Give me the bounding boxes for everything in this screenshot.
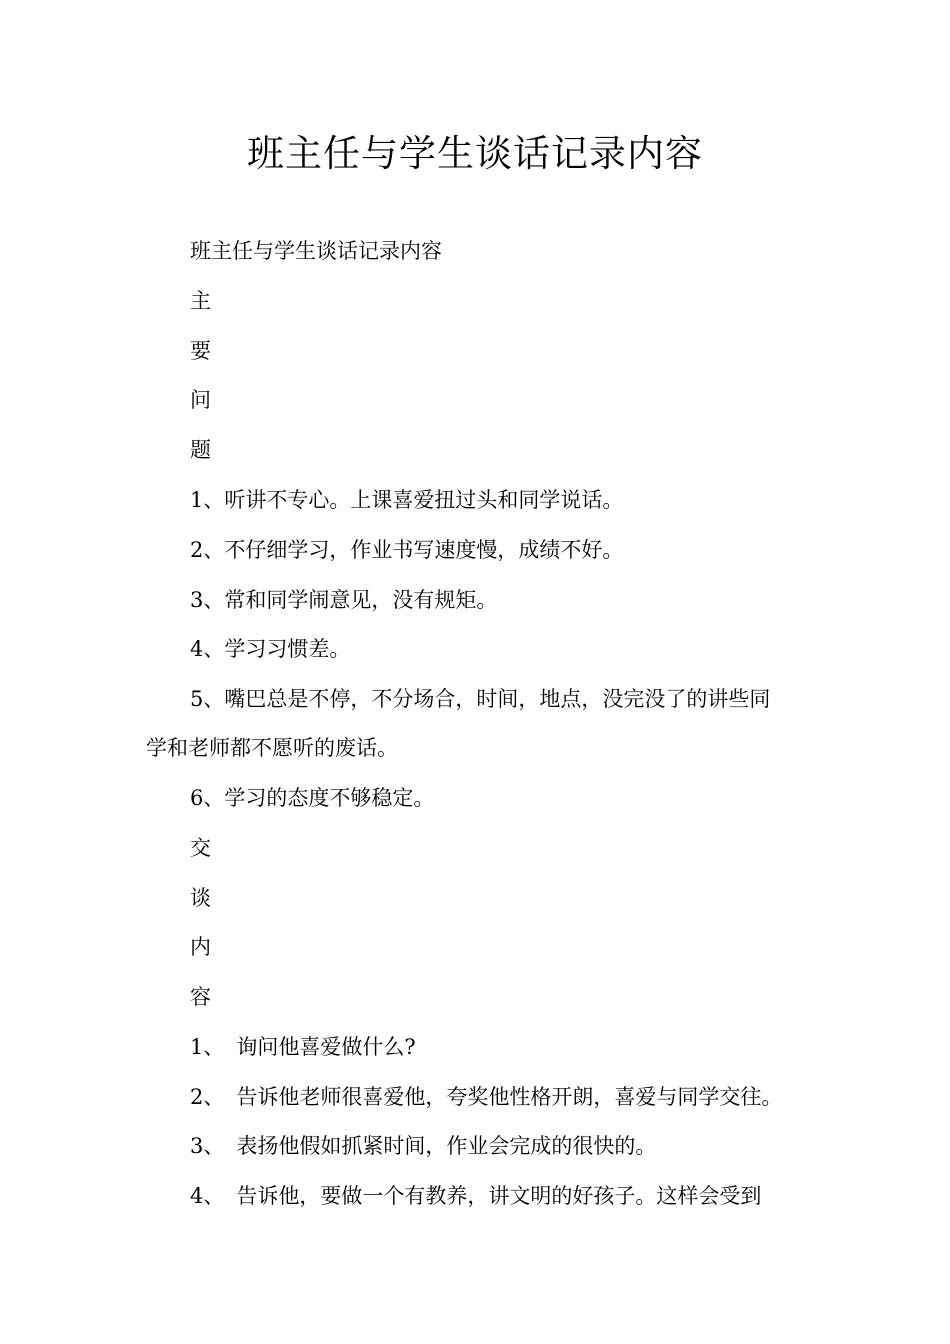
section-talk-content-char: 谈	[190, 886, 211, 910]
problem-item-continuation: 学和老师都不愿听的废话。	[146, 736, 398, 760]
section-talk-content-char: 交	[190, 836, 211, 860]
talk-item-text: 询问他喜爱做什么?	[236, 1035, 416, 1059]
section-main-problems-char: 题	[190, 438, 211, 462]
talk-item-number: 4、	[190, 1184, 225, 1208]
talk-item-number: 3、	[190, 1134, 225, 1158]
talk-item	[190, 1032, 416, 1062]
talk-item	[190, 1131, 656, 1161]
talk-item-text: 告诉他老师很喜爱他，夸奖他性格开朗，喜爱与同学交往。	[236, 1085, 783, 1109]
document-subtitle: 班主任与学生谈话记录内容	[190, 239, 442, 263]
problem-item: 6、学习的态度不够稳定。	[190, 786, 435, 810]
problem-item: 4、学习习惯差。	[190, 637, 351, 661]
talk-item-text: 告诉他，要做一个有教养，讲文明的好孩子。这样会受到	[236, 1184, 762, 1208]
problem-item: 2、不仔细学习，作业书写速度慢，成绩不好。	[190, 538, 624, 562]
talk-item	[190, 1181, 761, 1211]
talk-item-text: 表扬他假如抓紧时间，作业会完成的很快的。	[236, 1134, 657, 1158]
talk-item	[190, 1082, 782, 1112]
section-main-problems-char: 问	[190, 388, 211, 412]
section-talk-content-char: 内	[190, 935, 211, 959]
problem-item: 3、常和同学闹意见，没有规矩。	[190, 588, 498, 612]
section-talk-content-char: 容	[190, 985, 211, 1009]
problem-item: 5、嘴巴总是不停，不分场合，时间，地点，没完没了的讲些同	[190, 687, 771, 711]
talk-item-number: 2、	[190, 1085, 225, 1109]
problem-item: 1、听讲不专心。上课喜爱扭过头和同学说话。	[190, 488, 624, 512]
document-title: 班主任与学生谈话记录内容	[247, 132, 703, 175]
section-main-problems-char: 主	[190, 289, 211, 313]
talk-item-number: 1、	[190, 1035, 225, 1059]
section-main-problems-char: 要	[190, 339, 211, 363]
